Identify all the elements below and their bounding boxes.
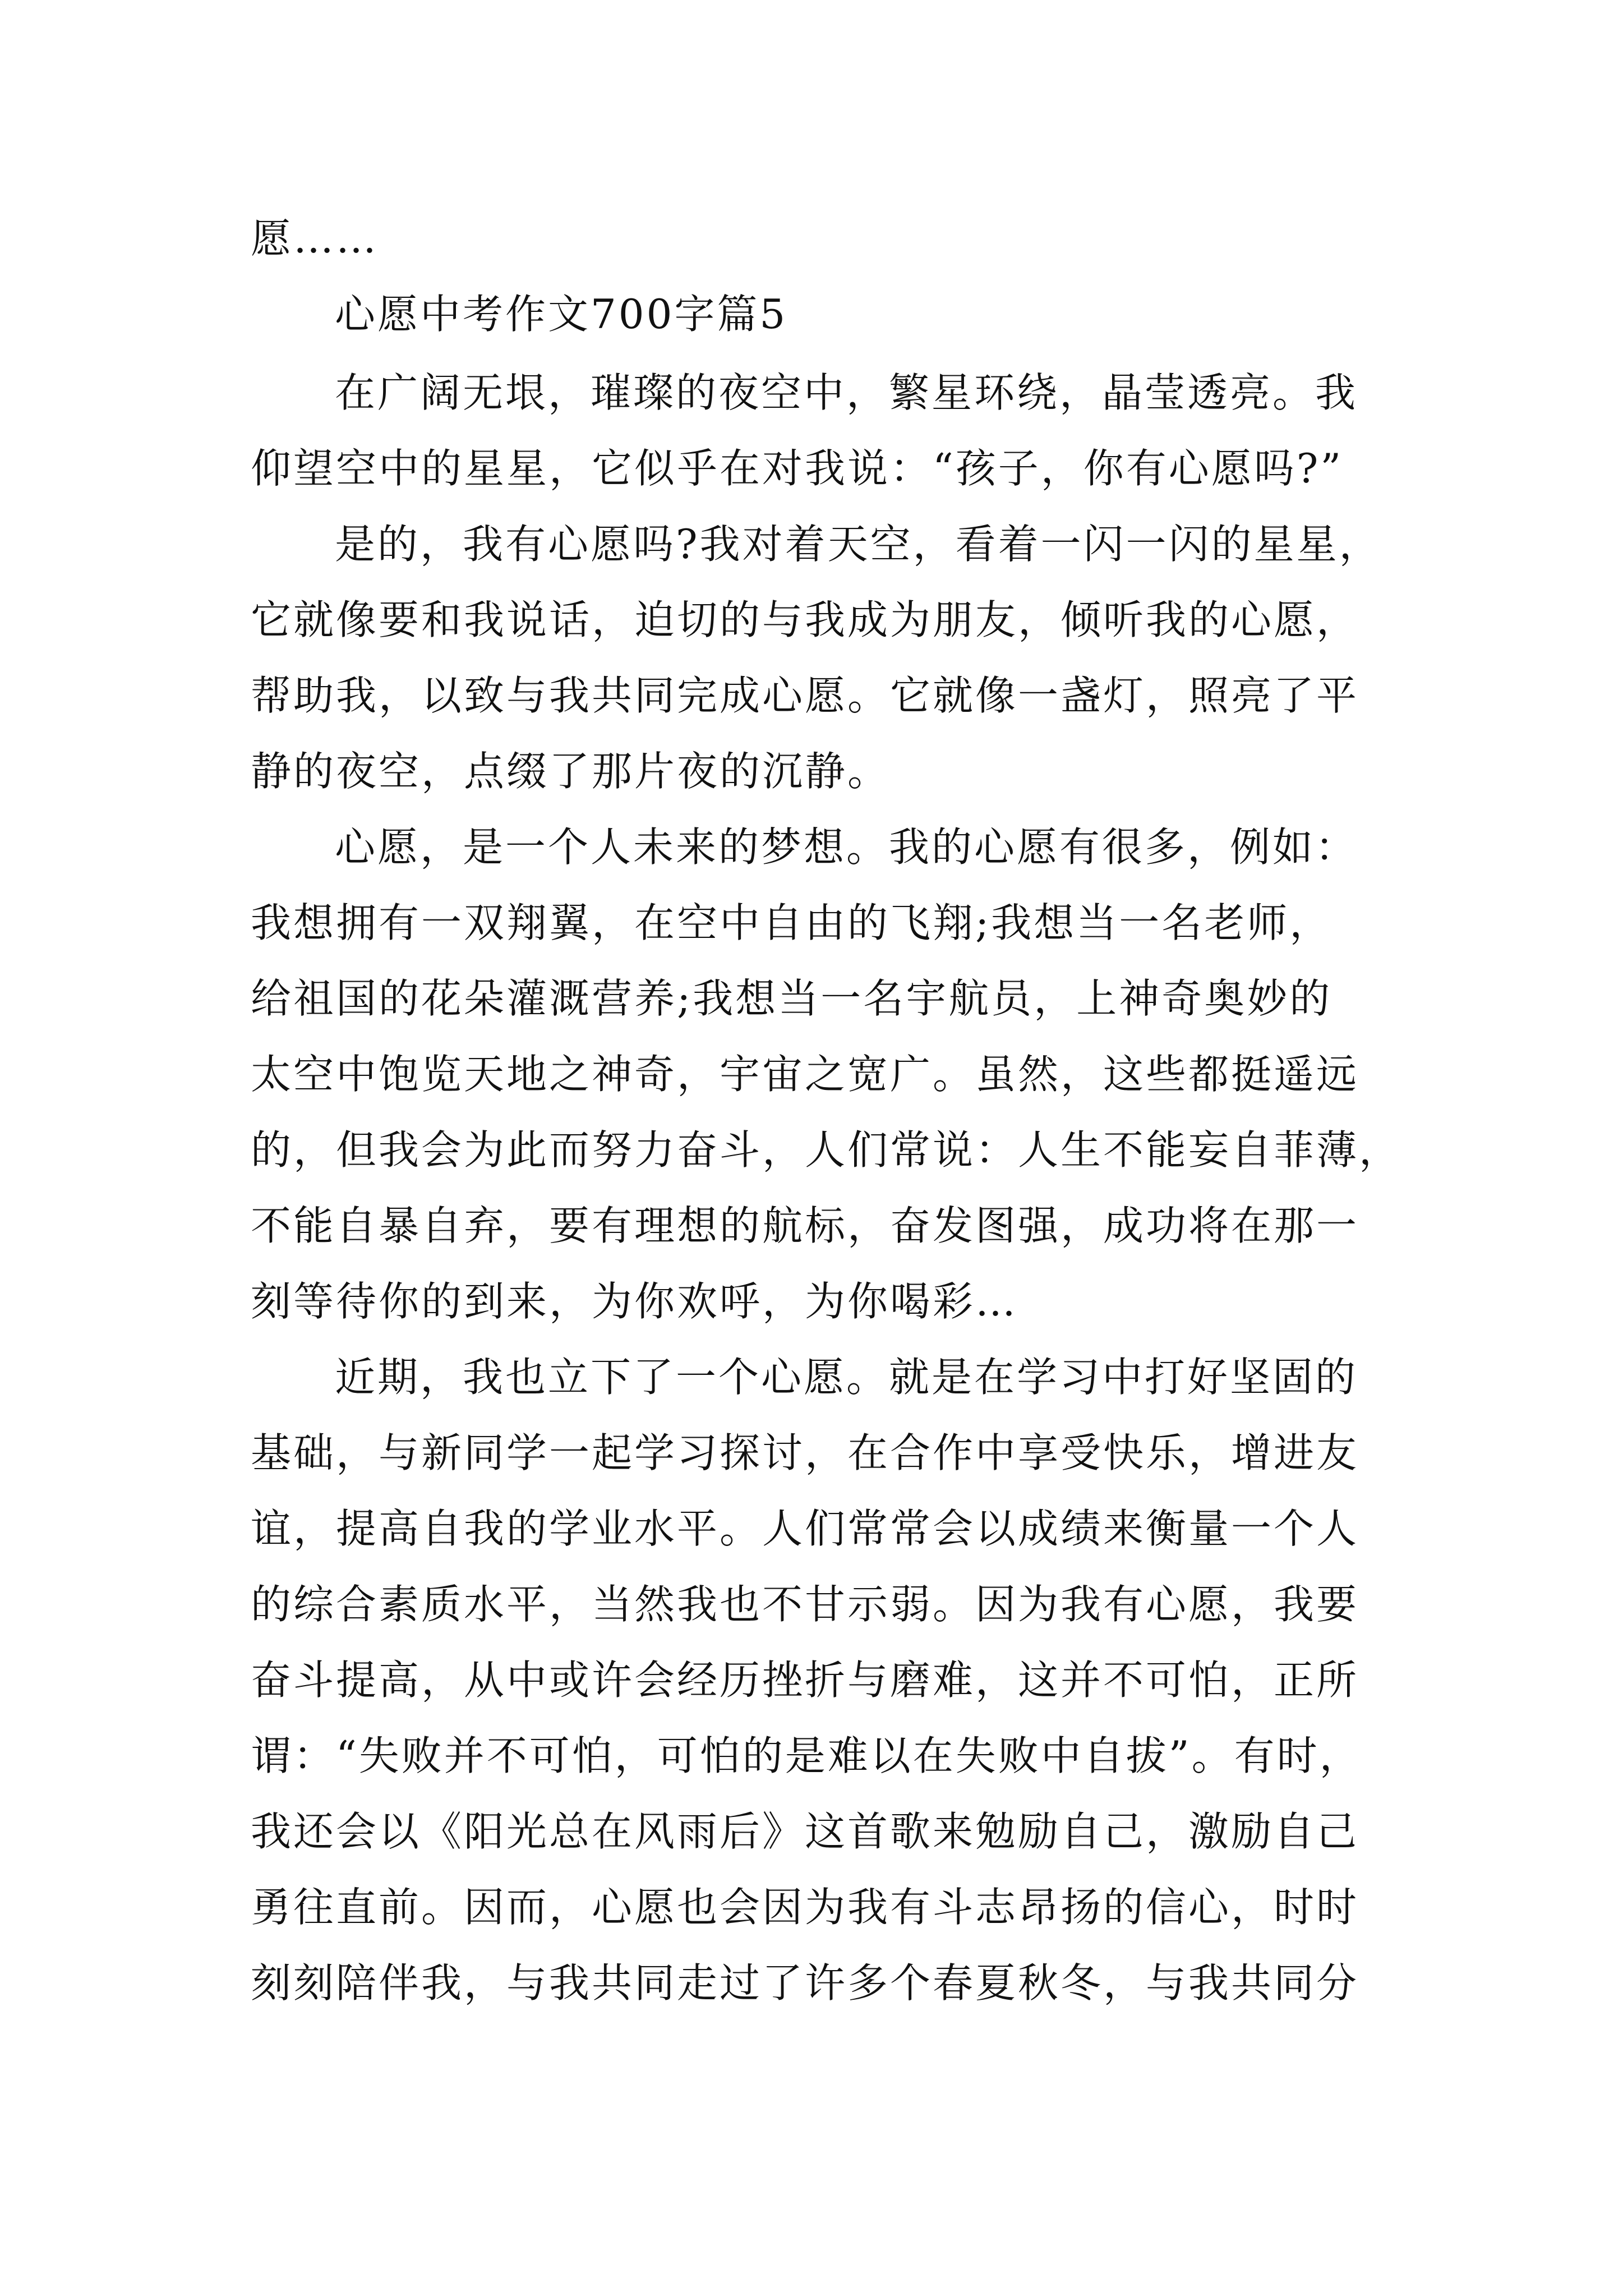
text-line: 谊，提高自我的学业水平。人们常常会以成绩来衡量一个人 — [251, 1505, 1359, 1552]
text-line: 是的，我有心愿吗?我对着天空，看着一闪一闪的星星， — [335, 521, 1382, 568]
text-line: 勇往直前。因而，心愿也会因为我有斗志昂扬的信心，时时 — [251, 1884, 1359, 1931]
section-heading: 心愿中考作文700字篇5 — [335, 291, 788, 338]
text-line: 我还会以《阳光总在风雨后》这首歌来勉励自己，激励自己 — [251, 1808, 1359, 1855]
text-line: 帮助我，以致与我共同完成心愿。它就像一盏灯，照亮了平 — [251, 672, 1359, 719]
text-line: 它就像要和我说话，迫切的与我成为朋友，倾听我的心愿， — [251, 596, 1359, 643]
text-line: 不能自暴自弃，要有理想的航标，奋发图强，成功将在那一 — [251, 1202, 1359, 1249]
text-line: 愿…… — [251, 215, 379, 262]
text-line: 的综合素质水平，当然我也不甘示弱。因为我有心愿，我要 — [251, 1581, 1359, 1628]
text-line: 太空中饱览天地之神奇，宇宙之宽广。虽然，这些都挺遥远 — [251, 1051, 1359, 1098]
text-line: 奋斗提高，从中或许会经历挫折与磨难，这并不可怕，正所 — [251, 1657, 1359, 1704]
text-line: 基础，与新同学一起学习探讨，在合作中享受快乐，增进友 — [251, 1429, 1359, 1476]
text-line: 的，但我会为此而努力奋斗，人们常说：人生不能妄自菲薄， — [251, 1126, 1402, 1174]
text-line: 刻刻陪伴我，与我共同走过了许多个春夏秋冬，与我共同分 — [251, 1959, 1359, 2007]
text-line: 在广阔无垠，璀璨的夜空中，繁星环绕，晶莹透亮。我 — [335, 369, 1358, 416]
text-line: 仰望空中的星星，它似乎在对我说：“孩子，你有心愿吗?” — [251, 445, 1344, 492]
text-line: 心愿，是一个人未来的梦想。我的心愿有很多，例如： — [335, 823, 1358, 871]
text-line: 给祖国的花朵灌溉营养;我想当一名宇航员，上神奇奥妙的 — [251, 975, 1332, 1022]
text-line: 刻等待你的到来，为你欢呼，为你喝彩… — [251, 1278, 1018, 1325]
text-line: 我想拥有一双翔翼，在空中自由的飞翔;我想当一名老师， — [251, 899, 1332, 946]
text-line: 近期，我也立下了一个心愿。就是在学习中打好坚固的 — [335, 1354, 1358, 1401]
text-line: 静的夜空，点缀了那片夜的沉静。 — [251, 748, 891, 795]
text-line: 谓：“失败并不可怕，可怕的是难以在失败中自拔”。有时， — [251, 1732, 1362, 1779]
